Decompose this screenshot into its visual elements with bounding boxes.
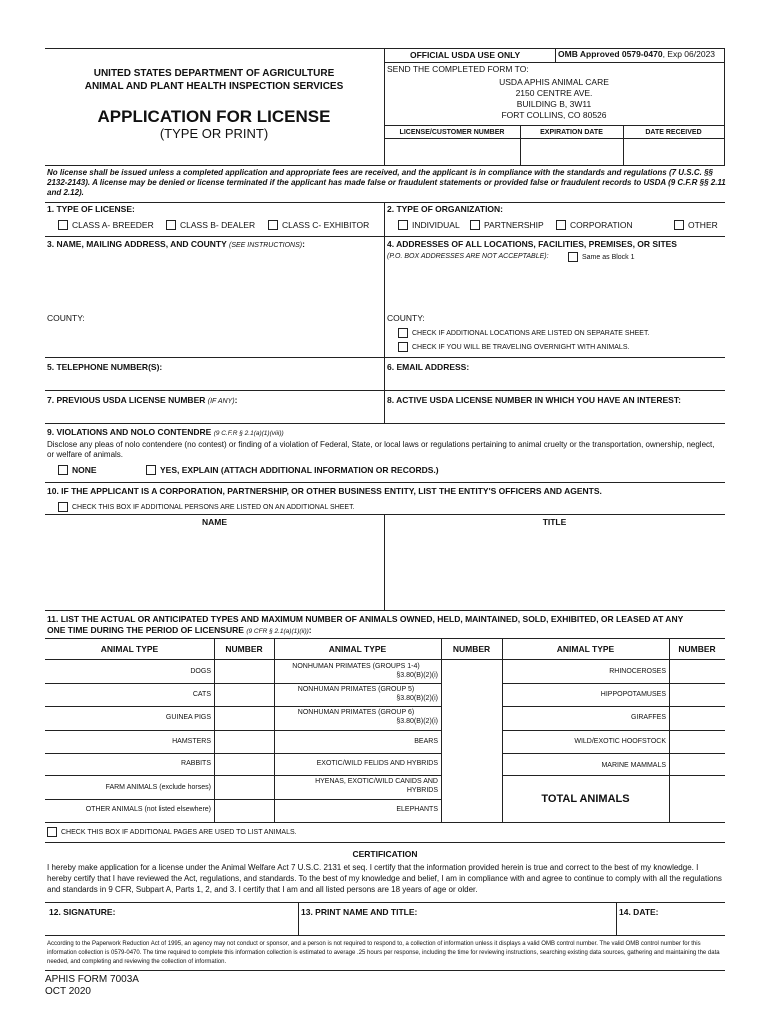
signature-label: 12. SIGNATURE: [49, 907, 116, 917]
violations-text: Disclose any pleas of nolo contendere (no contest) or finding of a violation of Federal, State, or local laws or regulations pertaining to animal cruelty or the transportation, ownership, neglect, or welfare of animals. [47, 440, 715, 459]
date-received-header: DATE RECEIVED [645, 129, 702, 136]
animal-bears: BEARS [414, 738, 438, 745]
locations-county-label: COUNTY: [387, 313, 425, 323]
mail-address-line-2: 2150 CENTRE AVE. [515, 88, 593, 98]
date-label: 14. DATE: [619, 907, 659, 917]
type-of-organization-label: 2. TYPE OF ORGANIZATION: [387, 204, 504, 214]
animals-label-line2 [47, 626, 312, 636]
additional-pages-checkbox[interactable] [47, 827, 57, 837]
name-address-colon: : [302, 239, 305, 249]
class-a-checkbox[interactable] [58, 220, 68, 230]
agency-name: UNITED STATES DEPARTMENT OF AGRICULTURE [93, 68, 335, 79]
mail-address-line-4: FORT COLLINS, CO 80526 [501, 110, 607, 120]
corporation-label: CORPORATION [570, 220, 633, 230]
form-date: OCT 2020 [45, 986, 91, 997]
animal-rabbits: RABBITS [181, 760, 211, 767]
locations-colon: : [546, 253, 549, 260]
omb-exp: , Exp 06/2023 [662, 49, 716, 59]
locations-label: 4. ADDRESSES OF ALL LOCATIONS, FACILITIES, PREMISES, OR SITES [387, 239, 677, 249]
animal-dogs: DOGS [190, 668, 211, 675]
class-b-checkbox[interactable] [166, 220, 176, 230]
locations-note-line [387, 253, 549, 261]
name-address-field[interactable] [46, 252, 382, 310]
animal-hyenas: HYENAS, EXOTIC/WILD CANIDS AND [315, 778, 438, 785]
animal-farm: FARM ANIMALS (exclude horses) [105, 784, 211, 791]
total-animals-label: TOTAL ANIMALS [541, 793, 630, 805]
email-label: 6. EMAIL ADDRESS: [387, 362, 470, 372]
send-to-label: SEND THE COMPLETED FORM TO: [387, 64, 529, 74]
mail-address-line-3: BUILDING B, 3W11 [516, 99, 592, 109]
previous-license-label: 7. PREVIOUS USDA LICENSE NUMBER [47, 395, 206, 405]
certification-title: CERTIFICATION [352, 849, 418, 859]
animal-hamsters: HAMSTERS [172, 738, 211, 745]
animals-label-2: ONE TIME DURING THE PERIOD OF LICENSURE [47, 625, 244, 635]
animal-primates-6-cite: §3.80(B)(2)(i) [396, 718, 438, 725]
name-address-heading [47, 240, 305, 250]
individual-checkbox[interactable] [398, 220, 408, 230]
license-number-header: LICENSE/CUSTOMER NUMBER [399, 129, 505, 136]
animal-other: OTHER ANIMALS (not listed elsewhere) [85, 806, 211, 813]
violations-label: 9. VIOLATIONS AND NOLO CONTENDRE [47, 427, 212, 437]
animal-rhinoceroses: RHINOCEROSES [609, 668, 666, 675]
expiration-date-header: EXPIRATION DATE [540, 129, 603, 136]
animal-primates-5: NONHUMAN PRIMATES (GROUP 5) [297, 686, 415, 693]
form-number: APHIS FORM 7003A [45, 974, 139, 985]
telephone-label: 5. TELEPHONE NUMBER(S): [47, 362, 163, 372]
class-c-checkbox[interactable] [268, 220, 278, 230]
officer-name-header: NAME [201, 517, 228, 527]
animal-primates-5-cite: §3.80(B)(2)(i) [396, 695, 438, 702]
certification-text: I hereby make application for a license under the Animal Welfare Act 7 U.S.C. 2131 et seq. I certify that the information provided herein is true and correct to the best of my knowledge. I hereby certify that I have reviewed the Act, regulations, and standards. To the best of my knowledge and belief, I am in compliance with and agree to continue to comply with all the regulations and standards in 9 CFR, Subpart A, Parts 1, 2, and 3. I certify that I am and all listed persons are 18 years of age or older. [47, 863, 722, 894]
animal-primates-1-4-cite: §3.80(B)(2)(i) [396, 672, 438, 679]
animals-note: (9 CFR § 2.1(a)(1)(ii)) [246, 628, 309, 635]
animal-giraffes: GIRAFFES [630, 714, 666, 721]
number-header-1: NUMBER [225, 644, 263, 654]
violations-yes-label: YES, EXPLAIN (ATTACH ADDITIONAL INFORMATION OR RECORDS.) [160, 465, 439, 475]
animal-hoofstock: WILD/EXOTIC HOOFSTOCK [574, 738, 666, 745]
animal-marine-mammals: MARINE MAMMALS [601, 762, 666, 769]
animal-hippopotamuses: HIPPOPOTAMUSES [600, 691, 666, 698]
previous-license-note: (IF ANY) [207, 398, 235, 405]
mail-address-line-1: USDA APHIS ANIMAL CARE [499, 77, 609, 87]
active-license-label: 8. ACTIVE USDA LICENSE NUMBER IN WHICH YOU HAVE AN INTEREST: [387, 395, 681, 405]
other-label: OTHER [688, 220, 718, 230]
name-address-note: (SEE INSTRUCTIONS) [229, 242, 303, 249]
other-checkbox[interactable] [674, 220, 684, 230]
additional-persons-label: CHECK THIS BOX IF ADDITIONAL PERSONS ARE LISTED ON AN ADDITIONAL SHEET. [72, 504, 355, 511]
animal-primates-6: NONHUMAN PRIMATES (GROUP 6) [297, 709, 415, 716]
animal-elephants: ELEPHANTS [396, 806, 438, 813]
number-header-2: NUMBER [452, 644, 491, 654]
additional-pages-label: CHECK THIS BOX IF ADDITIONAL PAGES ARE USED TO LIST ANIMALS. [61, 829, 297, 836]
class-b-label: CLASS B- DEALER [180, 220, 256, 230]
class-c-label: CLASS C- EXHIBITOR [282, 220, 370, 230]
animal-cats: CATS [192, 691, 211, 698]
traveling-overnight-checkbox[interactable] [398, 342, 408, 352]
paperwork-notice: According to the Paperwork Reduction Act of 1995, an agency may not conduct or sponsor, and a person is not required to respond to, a collection of information unless it displays a valid OMB control number. The valid OMB control number for this information collection is 0579-0470. The time required to complete this information collection is estimated to average .25 hours per response, including the time for reviewing instructions, searching existing data sources, gathering and maintaining the data needed, and completing and reviewing the collection of information. [47, 941, 720, 965]
individual-label: INDIVIDUAL [412, 220, 460, 230]
class-a-label: CLASS A- BREEDER [72, 220, 154, 230]
additional-persons-checkbox[interactable] [58, 502, 68, 512]
violations-heading [47, 428, 284, 438]
previous-license-heading [47, 396, 237, 406]
applicant-county-label: COUNTY: [47, 313, 85, 323]
animal-hyenas-hybrids: HYBRIDS [406, 787, 438, 794]
animal-felids: EXOTIC/WILD FELIDS AND HYBRIDS [316, 760, 438, 767]
animal-type-header-3: ANIMAL TYPE [556, 644, 615, 654]
partnership-checkbox[interactable] [470, 220, 480, 230]
animal-guinea-pigs: GUINEA PIGS [165, 714, 211, 721]
additional-locations-label: CHECK IF ADDITIONAL LOCATIONS ARE LISTED ON SEPARATE SHEET. [412, 330, 650, 337]
traveling-overnight-label: CHECK IF YOU WILL BE TRAVELING OVERNIGHT WITH ANIMALS. [412, 344, 630, 351]
partnership-label: PARTNERSHIP [484, 220, 544, 230]
animals-colon: : [308, 625, 312, 635]
agency-subname: ANIMAL AND PLANT HEALTH INSPECTION SERVICES [84, 81, 344, 92]
violations-none-checkbox[interactable] [58, 465, 68, 475]
officers-label: 10. IF THE APPLICANT IS A CORPORATION, PARTNERSHIP, OR OTHER BUSINESS ENTITY, LIST THE ENTITY'S OFFICERS AND AGENTS. [47, 486, 602, 496]
license-notice: No license shall be issued unless a completed application and appropriate fees are received, and the applicant is in compliance with the standards and regulations (7 U.S.C. §§ 2132-2143). A license may be denied or license terminated if the applicant has made false or fraudulent statements or provided false or fraudulent records to USDA (9 C.F.R §§ 2.11 and 2.12). [47, 168, 726, 197]
animal-type-header-1: ANIMAL TYPE [100, 644, 159, 654]
animals-label: 11. LIST THE ACTUAL OR ANTICIPATED TYPES AND MAXIMUM NUMBER OF ANIMALS OWNED, HELD, MAINTAINED, SOLD, EXHIBITED, OR LEASED AT ANY [47, 614, 684, 624]
additional-locations-checkbox[interactable] [398, 328, 408, 338]
officer-title-header: TITLE [542, 517, 567, 527]
animal-primates-1-4: NONHUMAN PRIMATES (GROUPS 1-4) [292, 663, 420, 670]
violations-note: (9 C.F.R § 2.1(a)(1)(viii)) [213, 430, 284, 437]
name-address-label: 3. NAME, MAILING ADDRESS, AND COUNTY [47, 239, 227, 249]
violations-yes-checkbox[interactable] [146, 465, 156, 475]
corporation-checkbox[interactable] [556, 220, 566, 230]
print-name-label: 13. PRINT NAME AND TITLE: [301, 907, 418, 917]
official-use-label: OFFICIAL USDA USE ONLY [410, 50, 521, 60]
same-as-block-checkbox[interactable] [568, 252, 578, 262]
violations-none-label: NONE [72, 465, 97, 475]
animal-type-header-2: ANIMAL TYPE [328, 644, 387, 654]
omb-line [558, 50, 715, 60]
form-title: APPLICATION FOR LICENSE [97, 107, 331, 126]
omb-number: OMB Approved 0579-0470 [558, 49, 663, 59]
form-subtitle: (TYPE OR PRINT) [159, 126, 269, 141]
locations-note: (P.O. BOX ADDRESSES ARE NOT ACCEPTABLE) [387, 253, 547, 260]
number-header-3: NUMBER [678, 644, 716, 654]
previous-license-colon: : [234, 395, 238, 405]
same-as-block-label: Same as Block 1 [582, 254, 635, 261]
type-of-license-label: 1. TYPE OF LICENSE: [47, 204, 135, 214]
